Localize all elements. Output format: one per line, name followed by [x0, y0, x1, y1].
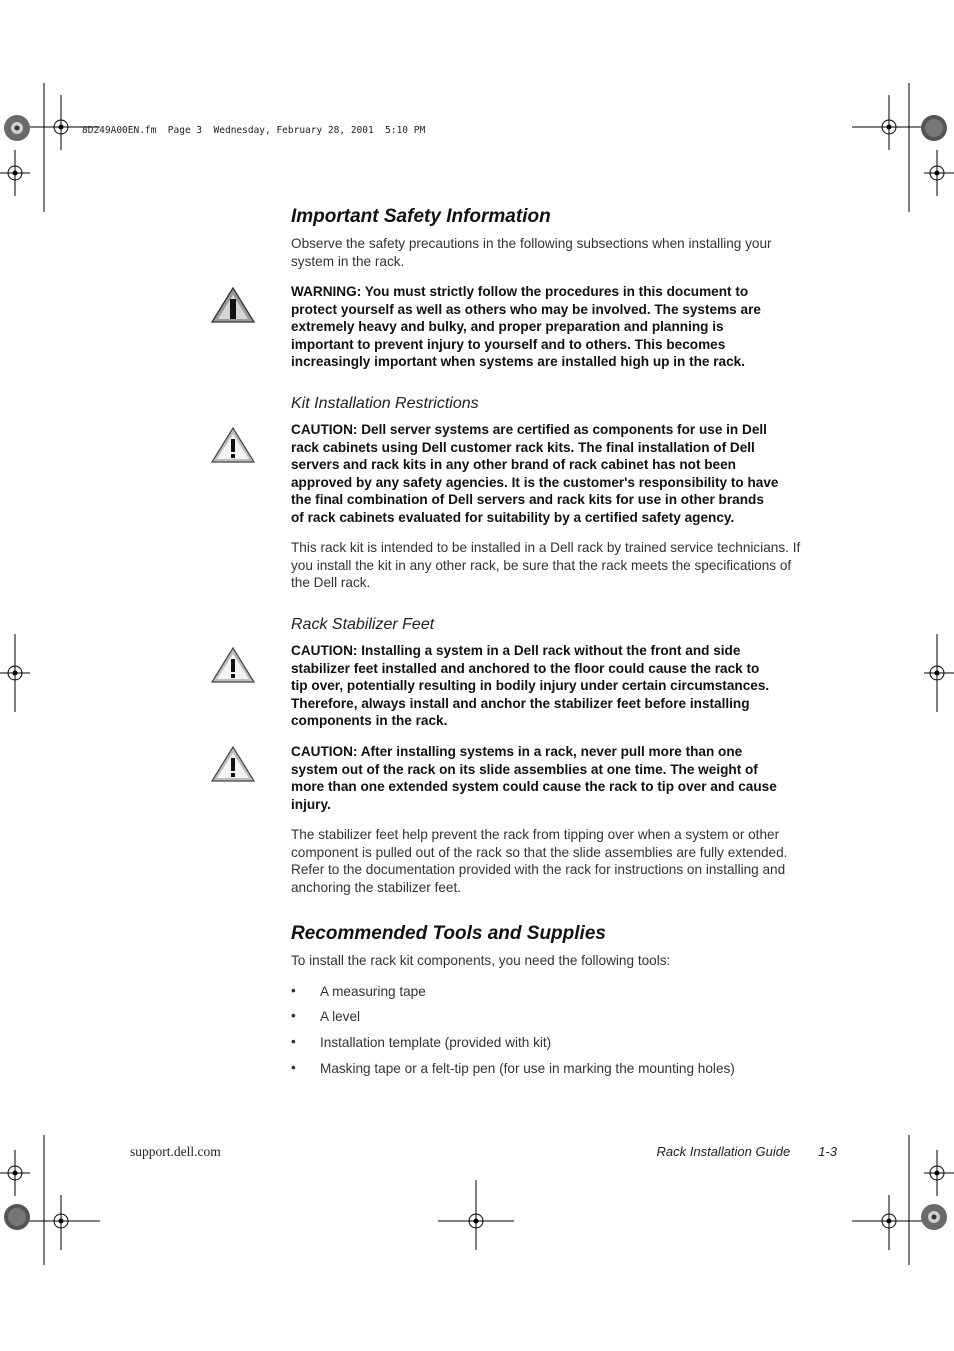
body-line: the Dell rack.	[291, 575, 371, 591]
caution-line: CAUTION: After installing systems in a rack, never pull more than one	[291, 744, 743, 759]
bullet-icon: •	[291, 1060, 296, 1075]
heading-recommended-tools: Recommended Tools and Supplies	[291, 923, 606, 944]
caution-line: components in the rack.	[291, 713, 448, 729]
kit-body-paragraph	[291, 539, 837, 592]
caution-line: Therefore, always install and anchor the stabilizer feet before installing	[291, 695, 750, 711]
body-line: This rack kit is intended to be installed in a Dell rack by trained service technicians. If	[291, 540, 801, 555]
warning-line: protect yourself as well as others who may be involved. The systems are	[291, 301, 761, 317]
caution-line: CAUTION: Dell server systems are certified as components for use in Dell	[291, 422, 767, 437]
heading-stabilizer-feet: Rack Stabilizer Feet	[291, 616, 435, 633]
safety-intro	[291, 235, 837, 270]
caution-line: the final combination of Dell servers and rack kits for use in other brands	[291, 492, 764, 508]
caution-slide-notice	[291, 743, 837, 813]
bullet-icon: •	[291, 983, 296, 998]
caution-line: tip over, potentially resulting in bodily injury under certain circumstances.	[291, 678, 770, 694]
body-line: component is pulled out of the rack so that the slide assemblies are fully extended.	[291, 844, 788, 860]
bullet-icon: •	[291, 1008, 296, 1023]
tools-list	[291, 984, 837, 1084]
caution-line: injury.	[291, 796, 331, 812]
footer-page-number: 1-3	[818, 1144, 837, 1159]
footer-guide-info	[600, 1144, 837, 1159]
caution-icon	[209, 426, 257, 466]
list-item-text: Masking tape or a felt-tip pen (for use in marking the mounting holes)	[320, 1061, 735, 1076]
caution-line: stabilizer feet installed and anchored to the floor could cause the rack to	[291, 660, 760, 676]
warning-line: extremely heavy and bulky, and proper preparation and planning is	[291, 319, 724, 335]
warning-notice	[291, 283, 837, 371]
caution-line: approved by any safety agencies. It is the customer's responsibility to have	[291, 474, 779, 490]
list-item-text: Installation template (provided with kit)	[320, 1035, 552, 1050]
list-item-text: A level	[320, 1009, 361, 1024]
caution-line: servers and rack kits in any other brand of rack cabinet has not been	[291, 457, 736, 473]
warning-line: WARNING: You must strictly follow the procedures in this document to	[291, 284, 749, 299]
warning-icon	[209, 286, 257, 326]
caution-line: system out of the rack on its slide assemblies at one time. The weight of	[291, 761, 758, 777]
caution-line: of rack cabinets evaluated for suitability by a certified safety agency.	[291, 509, 735, 525]
footer-website: support.dell.com	[130, 1144, 221, 1159]
print-header: 8D249A00EN.fm Page 3 Wednesday, February 28, 2001 5:10 PM	[82, 125, 426, 136]
caution-line: more than one extended system could cause the rack to tip over and cause	[291, 779, 777, 795]
caution-line: CAUTION: Installing a system in a Dell rack without the front and side	[291, 643, 741, 658]
heading-important-safety: Important Safety Information	[291, 206, 551, 227]
caution-icon	[209, 646, 257, 686]
caution-line: rack cabinets using Dell customer rack kits. The final installation of Dell	[291, 439, 755, 455]
body-line: Refer to the documentation provided with the rack for instructions on installing and	[291, 862, 786, 878]
body-line: anchoring the stabilizer feet.	[291, 879, 462, 895]
caution-stabilizer-notice	[291, 642, 837, 730]
safety-intro-line: Observe the safety precautions in the following subsections when installing your	[291, 236, 772, 251]
safety-intro-line: system in the rack.	[291, 253, 405, 269]
caution-icon	[209, 745, 257, 785]
list-item-text: A measuring tape	[320, 984, 426, 999]
bullet-icon: •	[291, 1034, 296, 1049]
body-line: you install the kit in any other rack, be sure that the rack meets the specifications of	[291, 557, 792, 573]
footer-guide-title: Rack Installation Guide	[656, 1144, 791, 1159]
body-line: The stabilizer feet help prevent the rack from tipping over when a system or other	[291, 827, 780, 842]
warning-line: important to prevent injury to yourself and to others. This becomes	[291, 336, 726, 352]
heading-kit-restrictions: Kit Installation Restrictions	[291, 395, 479, 412]
caution-kit-notice	[291, 421, 837, 527]
warning-line: increasingly important when systems are installed high up in the rack.	[291, 354, 746, 370]
tools-intro: To install the rack kit components, you need the following tools:	[291, 953, 671, 968]
stabilizer-body-paragraph	[291, 826, 837, 896]
